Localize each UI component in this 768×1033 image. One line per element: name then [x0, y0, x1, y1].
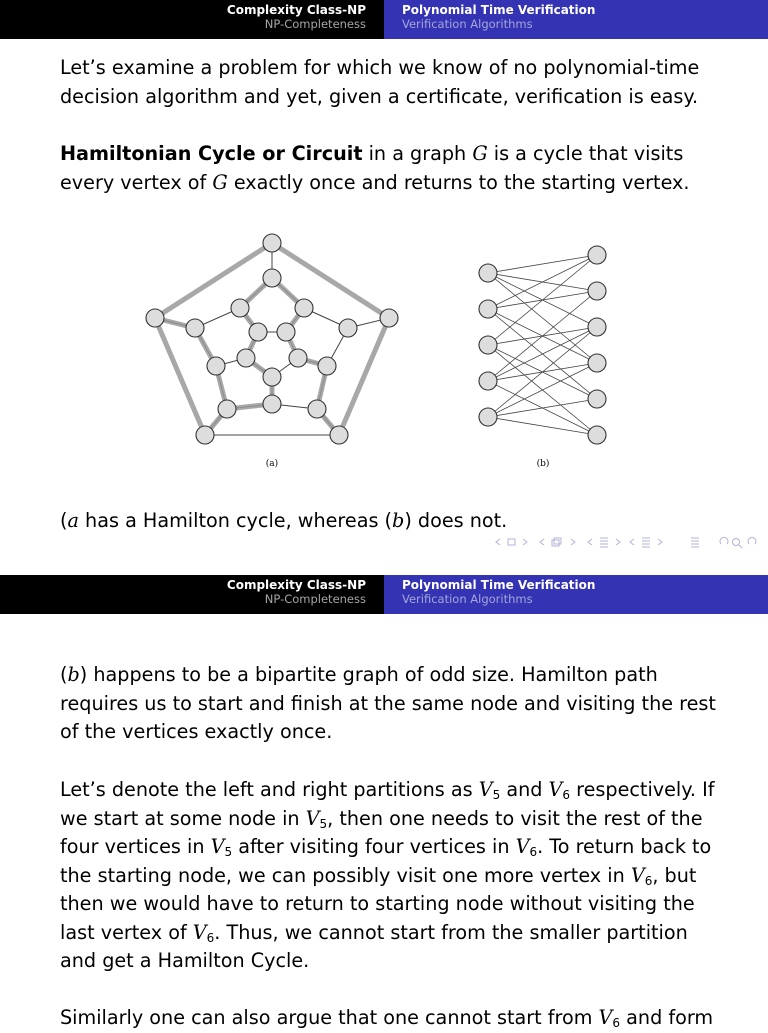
text-run: Let’s denote the left and right partitions as	[60, 778, 479, 801]
frame-nav-icon[interactable]	[496, 539, 527, 545]
para1-text: ) happens to be a bipartite graph of odd size. Hamilton path requires us to start and finish at the same node and visiting the rest of the vertices exactly once.	[60, 663, 716, 743]
search-undo-icon[interactable]	[720, 537, 756, 548]
section-subtitle[interactable]: NP-Completeness	[264, 592, 366, 606]
conclusion-paragraph: (a has a Hamilton cycle, whereas (b) does not.	[60, 509, 508, 532]
beamer-navigation-bar	[494, 535, 760, 549]
intro-paragraph	[60, 54, 720, 111]
v-symbol: V	[548, 778, 563, 801]
intro-text: Let’s examine a problem for which we know of no polynomial-time decision algorithm and yet, given a certificate, verification is easy.	[60, 56, 700, 108]
partition-argument-paragraph	[60, 776, 720, 976]
subscript: 6	[562, 788, 571, 802]
subsection-title[interactable]: Polynomial Time Verification	[402, 3, 596, 17]
text-run: , but then we would have to return to starting node without visiting the last vertex of	[60, 863, 697, 944]
label-b: b	[67, 663, 80, 686]
definition-text-2: is a cycle that visits every vertex of	[60, 142, 684, 194]
section-title[interactable]: Complexity Class-NP	[226, 578, 366, 592]
subscript: 6	[644, 873, 653, 888]
v-symbol: V	[305, 806, 320, 830]
text-run: . To return back to the starting node, we can possibly visit one more vertex in	[60, 835, 712, 887]
subsection-subtitle[interactable]: Verification Algorithms	[402, 592, 533, 606]
v-symbol: V	[210, 835, 225, 858]
text-run: respectively. If we start at some node in	[60, 778, 715, 830]
appendix-nav-icon[interactable]	[691, 538, 699, 547]
graph-symbol: G	[212, 170, 228, 194]
subsection-title[interactable]: Polynomial Time Verification	[402, 578, 596, 592]
section-title[interactable]: Complexity Class-NP	[226, 3, 366, 17]
text-run: , then one needs to visit the rest of the four vertices in	[60, 806, 703, 858]
definition-text-1: in a graph	[362, 142, 473, 165]
bipartite-explanation-paragraph: (b) happens to be a bipartite graph of odd size. Hamilton path requires us to start and finish at the same node and visiting the rest of the vertices exactly once.	[60, 663, 716, 743]
dodecahedron-graph	[146, 234, 398, 469]
v-symbol: V	[630, 863, 645, 887]
caption-a: (a)	[265, 459, 279, 469]
text-run: Similarly one can also argue that one cannot start from	[60, 1006, 599, 1029]
v-symbol: V	[478, 778, 493, 801]
text-run: and	[500, 778, 549, 801]
slide2-header	[0, 575, 768, 614]
caption-b: (b)	[536, 459, 550, 469]
header-subsection[interactable]	[384, 575, 768, 614]
text-run: after visiting four vertices in	[232, 835, 516, 858]
subscript: 5	[492, 788, 501, 802]
subsection-nav-icon[interactable]	[540, 538, 575, 546]
header-section[interactable]	[0, 575, 384, 614]
text-run: and form	[620, 1006, 714, 1029]
subscript: 6	[206, 930, 215, 945]
subscript: 5	[224, 845, 233, 859]
v-symbol: V	[192, 920, 207, 944]
subscript: 5	[319, 816, 328, 831]
section-nav-icon[interactable]	[588, 538, 620, 547]
document-nav-icon[interactable]	[630, 538, 662, 547]
subscript: 6	[529, 845, 538, 859]
graph-symbol: G	[472, 142, 488, 165]
second-argument-paragraph	[60, 1004, 720, 1033]
v-symbol: V	[598, 1006, 613, 1029]
text-run: . Thus, we cannot start from the smaller partition and get a Hamilton Cycle.	[60, 920, 688, 972]
label-b: b	[392, 509, 405, 532]
definition-term: Hamiltonian Cycle or Circuit	[60, 142, 363, 165]
conclusion-text-1: has a Hamilton cycle, whereas (	[78, 509, 393, 532]
header-subsection[interactable]	[384, 0, 768, 39]
conclusion-text-2: ) does not.	[404, 509, 508, 532]
subsection-subtitle[interactable]: Verification Algorithms	[402, 17, 533, 31]
hamilton-figure	[130, 225, 630, 475]
slide1-header	[0, 0, 768, 39]
bipartite-graph	[479, 246, 606, 469]
label-a: a	[67, 509, 79, 532]
subscript: 6	[612, 1016, 621, 1030]
section-subtitle[interactable]: NP-Completeness	[264, 17, 366, 31]
definition-text-3: exactly once and returns to the starting vertex.	[227, 170, 690, 194]
definition-paragraph	[60, 140, 720, 197]
header-section[interactable]	[0, 0, 384, 39]
v-symbol: V	[515, 835, 530, 858]
